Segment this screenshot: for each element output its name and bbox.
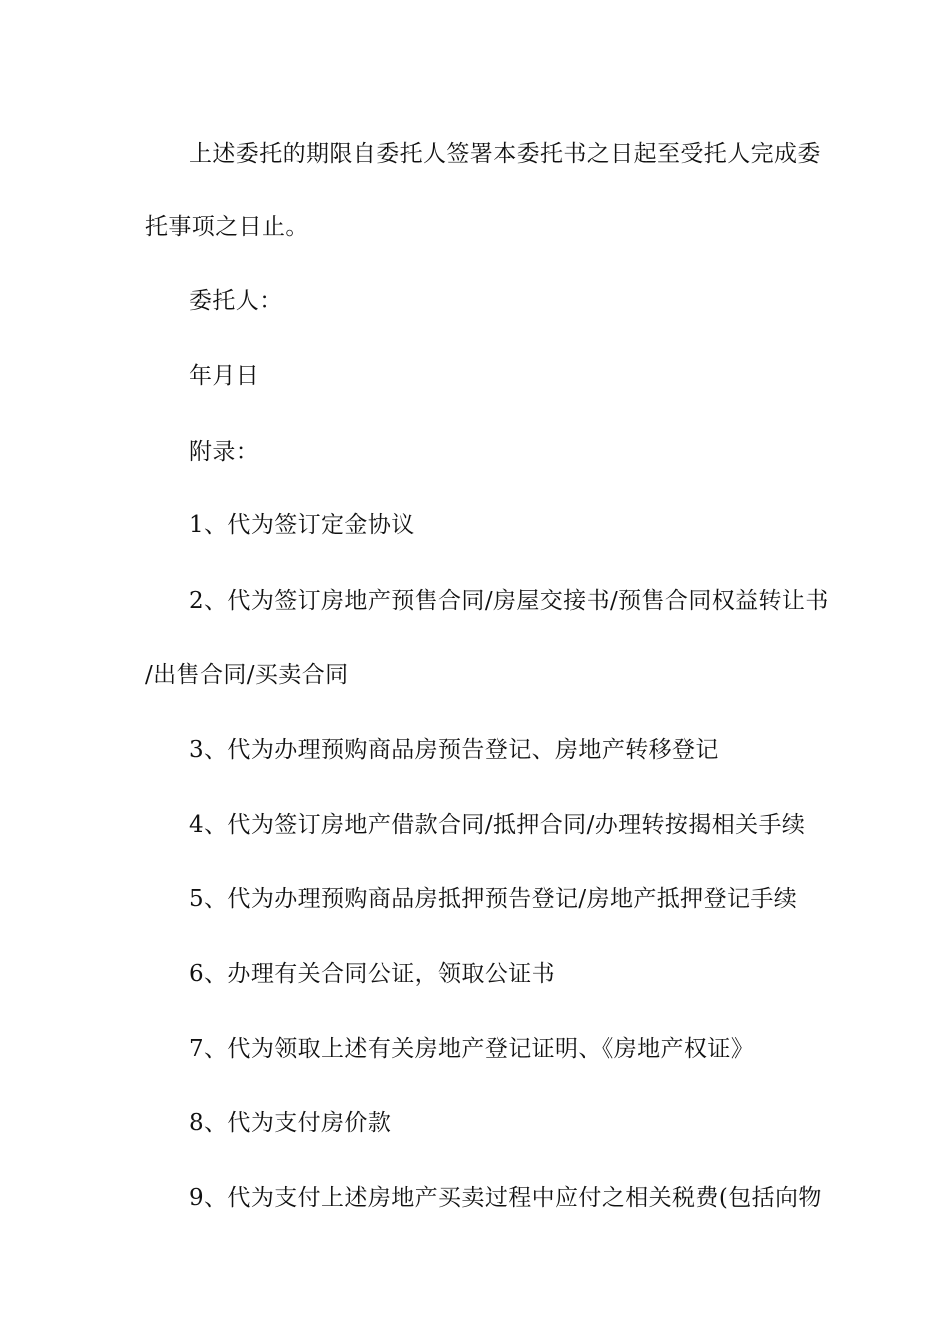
appendix-item-6: 6、办理有关合同公证，领取公证书 xyxy=(189,961,556,987)
appendix-heading: 附录： xyxy=(189,439,260,465)
appendix-item-8: 8、代为支付房价款 xyxy=(189,1110,392,1136)
principal-signature-label: 委托人： xyxy=(189,288,283,314)
date-placeholder: 年月日 xyxy=(189,363,260,389)
paragraph-term-line1: 上述委托的期限自委托人签署本委托书之日起至受托人完成委 xyxy=(189,141,821,167)
appendix-item-2-line1: 2、代为签订房地产预售合同/房屋交接书/预售合同权益转让书 xyxy=(189,588,829,614)
paragraph-term-line2: 托事项之日止。 xyxy=(145,214,309,240)
appendix-item-7: 7、代为领取上述有关房地产登记证明、《房地产权证》 xyxy=(189,1036,755,1062)
appendix-item-4: 4、代为签订房地产借款合同/抵押合同/办理转按揭相关手续 xyxy=(189,812,806,838)
appendix-item-2-line2: /出售合同/买卖合同 xyxy=(145,662,349,688)
appendix-item-1: 1、代为签订定金协议 xyxy=(189,512,415,538)
appendix-item-5: 5、代为办理预购商品房抵押预告登记/房地产抵押登记手续 xyxy=(189,886,798,912)
appendix-item-3: 3、代为办理预购商品房预告登记、房地产转移登记 xyxy=(189,737,719,763)
appendix-item-9: 9、代为支付上述房地产买卖过程中应付之相关税费(包括向物 xyxy=(189,1185,822,1211)
